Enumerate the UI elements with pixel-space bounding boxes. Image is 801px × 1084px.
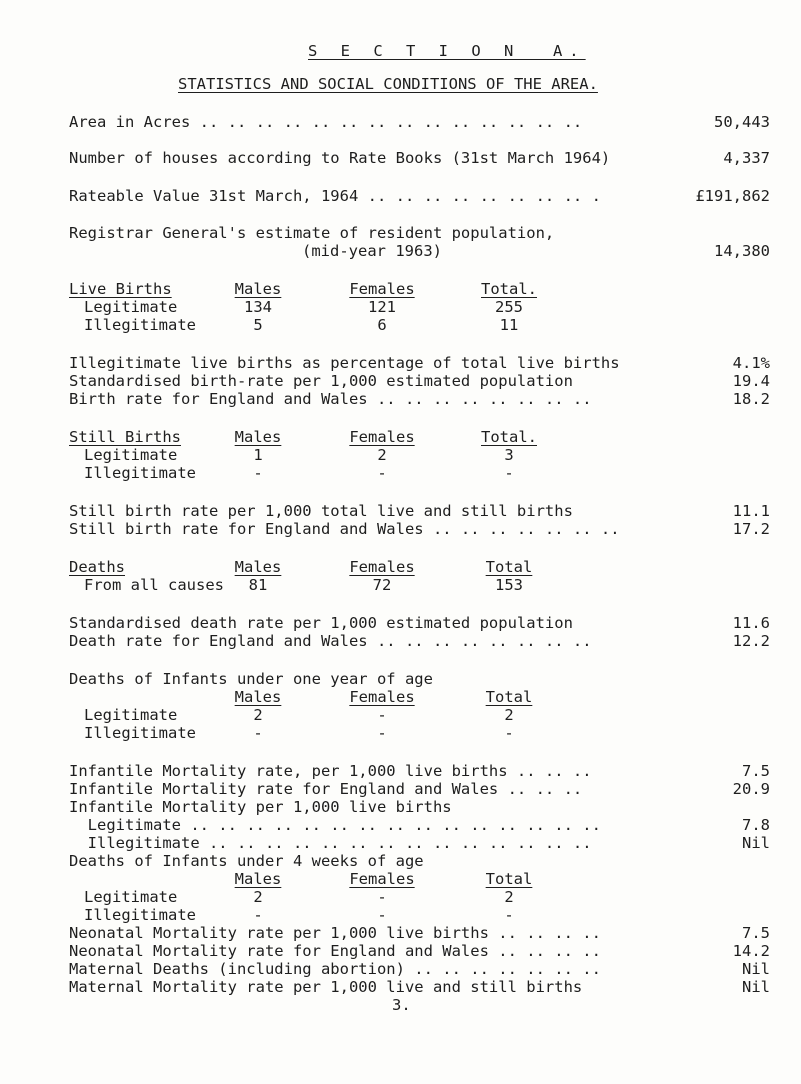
stat-value: 12.2 [732,632,770,650]
deaths-col-total: Total [485,558,533,576]
infant4-col-total: Total [485,870,533,888]
population-value: 14,380 [714,242,770,260]
table-cell: 134 [244,298,272,316]
stat-label: Legitimate .. .. .. .. .. .. .. .. .. .. .. .. .. .. .. [69,816,601,834]
page-subtitle: STATISTICS AND SOCIAL CONDITIONS OF THE AREA. [178,75,598,93]
table-row-label: Illegitimate [84,464,196,482]
table-cell: - [253,464,263,482]
table-cell: - [253,906,263,924]
population-label: Registrar General's estimate of resident population, [69,224,555,242]
area-label: Area in Acres .. .. .. .. .. .. .. .. .. .. .. .. .. .. [69,113,583,131]
stat-label: Maternal Mortality rate per 1,000 live and still births [69,978,583,996]
stat-label: Still birth rate for England and Wales .. .. .. .. .. .. .. [69,520,620,538]
table-row-label: Illegitimate [84,316,196,334]
infant-deaths-heading: Deaths of Infants under one year of age [69,670,433,688]
stat-label: Still birth rate per 1,000 total live and still births [69,502,573,520]
rateable-label: Rateable Value 31st March, 1964 .. .. .. .. .. .. .. .. . [69,187,601,205]
table-cell: - [377,906,387,924]
stat-label: Neonatal Mortality rate per 1,000 live births .. .. .. .. [69,924,601,942]
section-title: S E C T I O N A. [308,42,586,60]
table-cell: 5 [253,316,263,334]
stat-label: Neonatal Mortality rate for England and Wales .. .. .. .. [69,942,601,960]
stat-label: Death rate for England and Wales .. .. .. .. .. .. .. .. [69,632,592,650]
stat-label: Standardised birth-rate per 1,000 estimated population [69,372,573,390]
stat-label: Infantile Mortality per 1,000 live births [69,798,452,816]
table-cell: 6 [377,316,387,334]
table-cell: 1 [253,446,263,464]
table-cell: 153 [495,576,523,594]
still-births-col-males: Males [234,428,282,446]
stat-label: Infantile Mortality rate for England and Wales .. .. .. [69,780,583,798]
population-sublabel: (mid-year 1963) [302,242,442,260]
live-births-col-females: Females [349,280,415,298]
stat-value: 7.5 [742,762,770,780]
stat-value: 7.5 [742,924,770,942]
infant4-col-females: Females [349,870,415,888]
deaths-heading: Deaths [69,558,125,576]
table-cell: 81 [248,576,268,594]
table-cell: 72 [372,576,392,594]
deaths-col-females: Females [349,558,415,576]
table-cell: - [377,724,387,742]
table-cell: 11 [499,316,519,334]
table-cell: - [504,724,514,742]
table-cell: 2 [253,888,263,906]
table-cell: 255 [495,298,523,316]
table-row-label: From all causes [84,576,224,594]
table-cell: 2 [253,706,263,724]
stat-label: Illegitimate live births as percentage of total live births [69,354,620,372]
infant-col-females: Females [349,688,415,706]
stat-value: 7.8 [742,816,770,834]
stat-value: 14.2 [732,942,770,960]
rateable-value: £191,862 [695,187,770,205]
table-row-label: Illegitimate [84,724,196,742]
table-cell: - [253,724,263,742]
live-births-heading: Live Births [69,280,172,298]
stat-value: 17.2 [732,520,770,538]
still-births-col-total: Total. [481,428,537,446]
infant4-col-males: Males [234,870,282,888]
table-cell: 2 [504,706,514,724]
table-row-label: Legitimate [84,298,178,316]
stat-value: 11.1 [732,502,770,520]
stat-value: Nil [742,834,770,852]
table-cell: - [504,906,514,924]
stat-label: Infantile Mortality rate, per 1,000 live births .. .. .. [69,762,592,780]
table-cell: 3 [504,446,514,464]
houses-label: Number of houses according to Rate Books (31st March 1964) [69,149,611,167]
table-row-label: Legitimate [84,446,178,464]
stat-value: 11.6 [732,614,770,632]
stat-label: Standardised death rate per 1,000 estimated population [69,614,573,632]
page-number: 3. [392,996,411,1014]
table-row-label: Legitimate [84,888,178,906]
table-cell: 121 [368,298,396,316]
stat-value: 4.1% [732,354,770,372]
table-row-label: Legitimate [84,706,178,724]
infant4-heading: Deaths of Infants under 4 weeks of age [69,852,424,870]
stat-label: Illegitimate .. .. .. .. .. .. .. .. .. .. .. .. .. .. [69,834,592,852]
table-cell: 2 [504,888,514,906]
stat-value: 18.2 [732,390,770,408]
table-cell: - [504,464,514,482]
live-births-col-total: Total. [481,280,537,298]
table-cell: - [377,464,387,482]
deaths-col-males: Males [234,558,282,576]
stat-value: Nil [742,978,770,996]
stat-label: Maternal Deaths (including abortion) .. .. .. .. .. .. .. [69,960,601,978]
houses-value: 4,337 [723,149,770,167]
infant-col-males: Males [234,688,282,706]
infant-col-total: Total [485,688,533,706]
table-cell: - [377,888,387,906]
still-births-col-females: Females [349,428,415,446]
table-cell: 2 [377,446,387,464]
stat-label: Birth rate for England and Wales .. .. .. .. .. .. .. .. [69,390,592,408]
still-births-heading: Still Births [69,428,181,446]
table-cell: - [377,706,387,724]
table-row-label: Illegitimate [84,906,196,924]
live-births-col-males: Males [234,280,282,298]
stat-value: Nil [742,960,770,978]
area-value: 50,443 [714,113,770,131]
stat-value: 19.4 [732,372,770,390]
stat-value: 20.9 [732,780,770,798]
